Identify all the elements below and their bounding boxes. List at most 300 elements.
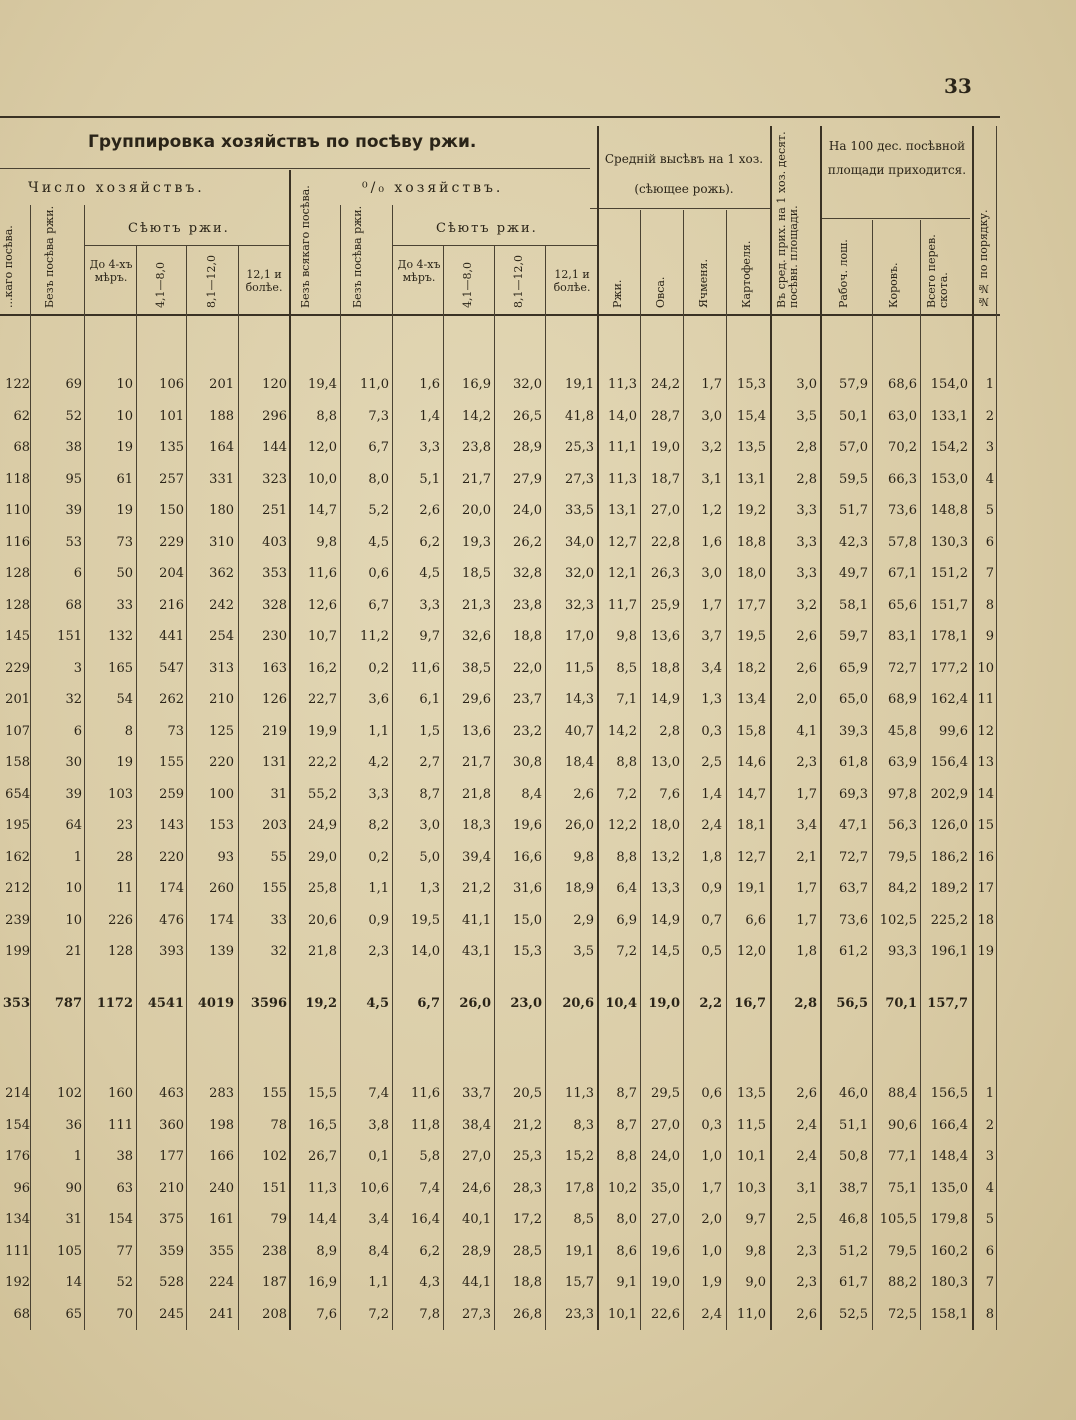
- table-cell: 1,6: [701, 534, 722, 550]
- table-cell: 10: [65, 881, 82, 896]
- table-cell: 214: [5, 1086, 30, 1101]
- table-cell: 30,8: [513, 755, 542, 770]
- table-cell: 177,2: [930, 660, 968, 676]
- table-cell: 238: [262, 1243, 287, 1259]
- table-cell: 61,7: [839, 1275, 868, 1290]
- table-cell: 2,6: [796, 1086, 817, 1101]
- table-cell: 73: [116, 534, 133, 550]
- header-rule: [820, 218, 970, 219]
- table-cell: 63,9: [888, 755, 917, 770]
- col-header-12plus: 12,1 и болѣе.: [245, 268, 283, 294]
- table-cell: 225,2: [930, 912, 968, 928]
- table-row: [0, 440, 1000, 464]
- table-cell: 65,0: [839, 692, 868, 707]
- table-cell: 195: [5, 818, 30, 833]
- table-cell: 15,0: [513, 912, 542, 928]
- table-cell: 2,0: [796, 692, 817, 707]
- table-cell: 360: [159, 1117, 184, 1133]
- table-cell: 3,0: [701, 408, 722, 424]
- table-cell: 10: [116, 408, 133, 424]
- table-cell: 99,6: [939, 723, 968, 739]
- table-cell: 2,6: [796, 1306, 817, 1322]
- table-cell: 2,3: [796, 1275, 817, 1290]
- table-cell: 2,3: [796, 755, 817, 770]
- table-cell: 353: [262, 566, 287, 581]
- table-cell: 2,3: [796, 1243, 817, 1259]
- table-cell: 2,7: [419, 755, 440, 770]
- table-cell: 0,9: [368, 912, 389, 928]
- table-cell: 70: [116, 1306, 133, 1322]
- table-cell: 70,2: [888, 440, 917, 455]
- table-cell: 19,9: [308, 723, 337, 739]
- table-cell: 19,3: [462, 534, 491, 550]
- table-cell: 174: [209, 912, 234, 928]
- table-cell: 23,7: [513, 692, 542, 707]
- table-cell: 254: [209, 629, 234, 644]
- table-cell: 21,2: [513, 1117, 542, 1133]
- table-cell: 11,6: [308, 566, 337, 581]
- table-cell: 11,3: [608, 377, 637, 392]
- table-cell: 25,9: [651, 597, 680, 613]
- table-cell: 132: [108, 629, 133, 644]
- table-cell: 3,2: [701, 440, 722, 455]
- table-cell: 33,5: [565, 503, 594, 518]
- table-cell: 88,2: [888, 1275, 917, 1290]
- table-row: [0, 1244, 1000, 1268]
- table-cell: 14: [65, 1275, 82, 1290]
- table-cell: 33: [270, 912, 287, 928]
- table-cell: 15,5: [308, 1086, 337, 1101]
- table-cell: 65,9: [839, 660, 868, 676]
- header-rule: [0, 168, 590, 169]
- table-cell: 7: [985, 566, 994, 581]
- table-cell: 441: [159, 629, 184, 644]
- table-cell: 120: [262, 377, 287, 392]
- table-cell: 362: [209, 566, 234, 581]
- table-cell: 6,7: [417, 996, 440, 1011]
- table-cell: 1,3: [419, 881, 440, 896]
- table-cell: 8,3: [573, 1117, 594, 1133]
- table-cell: 1,5: [419, 723, 440, 739]
- table-cell: 12,0: [737, 944, 766, 959]
- table-cell: 22,6: [651, 1306, 680, 1322]
- table-cell: 11,0: [737, 1306, 766, 1322]
- table-cell: 18,5: [462, 566, 491, 581]
- table-cell: 79,5: [888, 849, 917, 865]
- table-cell: 19: [116, 755, 133, 770]
- table-cell: 239: [5, 912, 30, 928]
- table-row: [0, 566, 1000, 590]
- table-cell: 14,4: [308, 1212, 337, 1227]
- table-cell: 179,8: [930, 1212, 968, 1227]
- group-count-header: Число хозяйствъ.: [28, 180, 205, 196]
- table-cell: 328: [262, 597, 287, 613]
- table-cell: 6: [73, 723, 82, 739]
- table-cell: 162: [5, 849, 30, 865]
- table-cell: 210: [209, 692, 234, 707]
- table-cell: 226: [108, 912, 133, 928]
- table-cell: 5: [985, 1212, 994, 1227]
- table-cell: 17,7: [737, 597, 766, 613]
- table-cell: 75,1: [888, 1180, 917, 1196]
- table-cell: 27,0: [462, 1149, 491, 1164]
- table-cell: 20,0: [462, 503, 491, 518]
- table-cell: 11,0: [360, 377, 389, 392]
- table-cell: 14,3: [565, 692, 594, 707]
- table-cell: 2: [985, 1117, 994, 1133]
- table-cell: 3,4: [701, 660, 722, 676]
- table-cell: 6,2: [419, 1243, 440, 1259]
- table-cell: 2,6: [419, 503, 440, 518]
- table-cell: 9,8: [316, 534, 337, 550]
- table-cell: 107: [5, 723, 30, 739]
- table-cell: 23,3: [565, 1306, 594, 1322]
- table-cell: 16,7: [734, 996, 766, 1011]
- table-cell: 24,0: [651, 1149, 680, 1164]
- table-cell: 14,5: [651, 944, 680, 959]
- table-cell: 95: [65, 471, 82, 487]
- table-cell: 21,7: [462, 755, 491, 770]
- table-cell: 8,7: [419, 786, 440, 802]
- table-cell: 17,0: [565, 629, 594, 644]
- table-cell: 68,6: [888, 377, 917, 392]
- table-cell: 28,7: [651, 408, 680, 424]
- table-cell: 10,1: [608, 1306, 637, 1322]
- table-cell: 158: [5, 755, 30, 770]
- col-header-pct-8-12: 8,1—12,0: [512, 255, 525, 308]
- table-cell: 165: [108, 660, 133, 676]
- table-cell: 8,8: [616, 849, 637, 865]
- table-cell: 359: [159, 1243, 184, 1259]
- table-cell: 1,2: [701, 503, 722, 518]
- table-cell: 151,7: [930, 597, 968, 613]
- table-cell: 13,3: [651, 881, 680, 896]
- table-cell: 15,8: [737, 723, 766, 739]
- table-row: [0, 409, 1000, 433]
- table-cell: 54: [116, 692, 133, 707]
- table-cell: 6,7: [368, 597, 389, 613]
- table-cell: 125: [209, 723, 234, 739]
- table-cell: 8,7: [616, 1117, 637, 1133]
- col-header-no-rye: Безъ посѣва ржи.: [43, 205, 56, 308]
- table-cell: 21,7: [462, 471, 491, 487]
- table-cell: 8,5: [573, 1212, 594, 1227]
- col-header-pct-4-8: 4,1—8,0: [461, 262, 474, 308]
- table-cell: 11,7: [608, 597, 637, 613]
- table-cell: 16,6: [513, 849, 542, 865]
- table-cell: 2,0: [701, 1212, 722, 1227]
- table-cell: 210: [159, 1180, 184, 1196]
- col-header-pct-upto4: До 4-хъ мѣръ.: [397, 258, 441, 284]
- table-cell: 18,0: [737, 566, 766, 581]
- table-cell: 14,9: [651, 912, 680, 928]
- table-cell: 61,2: [839, 944, 868, 959]
- table-cell: 11: [977, 692, 994, 707]
- table-cell: 10,2: [608, 1180, 637, 1196]
- table-cell: 1,4: [701, 786, 722, 802]
- table-cell: 1,7: [701, 1180, 722, 1196]
- table-cell: 32,3: [565, 597, 594, 613]
- table-cell: 26,2: [513, 534, 542, 550]
- table-cell: 19,6: [651, 1243, 680, 1259]
- table-cell: 5,2: [368, 503, 389, 518]
- table-cell: 353: [2, 996, 30, 1011]
- table-cell: 4,2: [368, 755, 389, 770]
- table-cell: 19,1: [737, 881, 766, 896]
- table-cell: 154,0: [930, 377, 968, 392]
- table-cell: 19,0: [648, 996, 680, 1011]
- table-cell: 262: [159, 692, 184, 707]
- table-cell: 355: [209, 1243, 234, 1259]
- table-cell: 11,6: [411, 1086, 440, 1101]
- table-cell: 153: [209, 818, 234, 833]
- col-header-cows: Коровъ.: [887, 262, 900, 308]
- table-cell: 10,4: [605, 996, 637, 1011]
- table-cell: 10: [65, 912, 82, 928]
- table-cell: 192: [5, 1275, 30, 1290]
- table-cell: 8,2: [368, 818, 389, 833]
- table-cell: 32,8: [513, 566, 542, 581]
- table-cell: 18,8: [513, 629, 542, 644]
- table-cell: 3,0: [701, 566, 722, 581]
- col-header-workhorse: Рабоч. лош.: [837, 239, 850, 308]
- table-cell: 2,8: [794, 996, 817, 1011]
- table-cell: 7,4: [419, 1180, 440, 1196]
- table-cell: 73: [167, 723, 184, 739]
- table-cell: 73,6: [888, 503, 917, 518]
- table-cell: 26,3: [651, 566, 680, 581]
- table-cell: 259: [159, 786, 184, 802]
- table-cell: 12,0: [308, 440, 337, 455]
- table-cell: 1,8: [796, 944, 817, 959]
- table-cell: 4,1: [796, 723, 817, 739]
- table-cell: 116: [5, 534, 30, 550]
- table-cell: 0,3: [701, 1117, 722, 1133]
- table-cell: 19: [977, 944, 994, 959]
- table-cell: 150: [159, 503, 184, 518]
- table-cell: 2,6: [796, 629, 817, 644]
- table-cell: 201: [209, 377, 234, 392]
- table-cell: 5: [985, 503, 994, 518]
- table-cell: 3,3: [419, 597, 440, 613]
- table-cell: 1,7: [796, 912, 817, 928]
- table-cell: 10,1: [737, 1149, 766, 1164]
- table-title: Группировка хозяйствъ по посѣву ржи.: [88, 132, 477, 152]
- table-cell: 23,2: [513, 723, 542, 739]
- table-cell: 4,3: [419, 1275, 440, 1290]
- table-cell: 156,5: [930, 1086, 968, 1101]
- table-cell: 131: [262, 755, 287, 770]
- table-cell: 177: [159, 1149, 184, 1164]
- table-cell: 77: [116, 1243, 133, 1259]
- table-cell: 229: [5, 660, 30, 676]
- table-cell: 28,9: [513, 440, 542, 455]
- table-row: [0, 598, 1000, 622]
- table-cell: 88,4: [888, 1086, 917, 1101]
- table-cell: 31: [270, 786, 287, 802]
- table-row: [0, 629, 1000, 653]
- table-cell: 12: [977, 723, 994, 739]
- table-cell: 135: [159, 440, 184, 455]
- table-cell: 7,2: [616, 786, 637, 802]
- table-cell: 220: [159, 849, 184, 865]
- table-cell: 166,4: [930, 1117, 968, 1133]
- table-cell: 68,9: [888, 692, 917, 707]
- table-cell: 78: [270, 1117, 287, 1133]
- table-cell: 203: [262, 818, 287, 833]
- col-header-upto4: До 4-хъ мѣръ.: [89, 258, 133, 284]
- table-cell: 188: [209, 408, 234, 424]
- table-cell: 19,5: [737, 629, 766, 644]
- table-row: [0, 944, 1000, 968]
- table-cell: 15: [977, 818, 994, 833]
- total-row: [0, 996, 1000, 1020]
- table-cell: 8: [985, 597, 994, 613]
- table-cell: 11,5: [565, 660, 594, 676]
- table-cell: 403: [262, 534, 287, 550]
- table-cell: 19,0: [651, 1275, 680, 1290]
- table-row: [0, 661, 1000, 685]
- table-cell: 139: [209, 944, 234, 959]
- table-cell: 1,7: [701, 377, 722, 392]
- table-cell: 27,0: [651, 1117, 680, 1133]
- table-row: [0, 755, 1000, 779]
- table-cell: 2,1: [796, 849, 817, 865]
- table-cell: 102: [57, 1086, 82, 1101]
- col-header-avg-area: Въ сред. прих. на 1 хоз. десят. посѣвн. площади.: [775, 131, 800, 308]
- table-cell: 93: [217, 849, 234, 865]
- table-cell: 9: [985, 629, 994, 644]
- table-cell: 151: [57, 629, 82, 644]
- table-cell: 5,0: [419, 849, 440, 865]
- table-cell: 38,5: [462, 660, 491, 676]
- col-header-oats: Овса.: [654, 276, 667, 308]
- table-cell: 3,3: [368, 786, 389, 802]
- table-cell: 2,8: [659, 723, 680, 739]
- table-cell: 11: [116, 881, 133, 896]
- table-cell: 8,0: [616, 1212, 637, 1227]
- table-cell: 103: [108, 786, 133, 802]
- table-cell: 4,5: [366, 996, 389, 1011]
- table-cell: 154,2: [930, 440, 968, 455]
- table-cell: 65: [65, 1306, 82, 1322]
- table-cell: 4019: [197, 996, 234, 1011]
- table-row: [0, 1118, 1000, 1142]
- table-cell: 35,0: [651, 1180, 680, 1196]
- table-cell: 134: [5, 1212, 30, 1227]
- table-cell: 105,5: [879, 1212, 917, 1227]
- col-header-cattle: Всего перев. скота.: [925, 234, 950, 308]
- table-cell: 22,7: [308, 692, 337, 707]
- table-row: [0, 1086, 1000, 1110]
- table-cell: 1,8: [701, 849, 722, 865]
- table-cell: 36: [65, 1117, 82, 1133]
- table-cell: 2,5: [796, 1212, 817, 1227]
- table-cell: 180,3: [930, 1275, 968, 1290]
- table-cell: 144: [262, 440, 287, 455]
- table-cell: 122: [5, 377, 30, 392]
- table-cell: 0,9: [701, 881, 722, 896]
- table-cell: 40,7: [565, 723, 594, 739]
- table-cell: 1,0: [701, 1149, 722, 1164]
- table-cell: 16,2: [308, 660, 337, 676]
- table-cell: 18,8: [737, 534, 766, 550]
- table-cell: 160: [108, 1086, 133, 1101]
- table-cell: 20,6: [308, 912, 337, 928]
- table-cell: 27,9: [513, 471, 542, 487]
- table-cell: 323: [262, 471, 287, 487]
- table-cell: 242: [209, 597, 234, 613]
- table-cell: 18,4: [565, 755, 594, 770]
- table-cell: 43,1: [462, 944, 491, 959]
- table-cell: 296: [262, 408, 287, 424]
- table-cell: 12,1: [608, 566, 637, 581]
- table-cell: 21,3: [462, 597, 491, 613]
- table-cell: 1,7: [796, 786, 817, 802]
- table-cell: 59,5: [839, 471, 868, 487]
- table-cell: 0,1: [368, 1149, 389, 1164]
- table-cell: 0,7: [701, 912, 722, 928]
- table-cell: 14,7: [737, 786, 766, 802]
- table-cell: 10: [116, 377, 133, 392]
- table-cell: 16,4: [411, 1212, 440, 1227]
- table-cell: 2,8: [796, 471, 817, 487]
- table-cell: 393: [159, 944, 184, 959]
- col-header-order: №№ по порядку.: [977, 209, 990, 308]
- table-cell: 26,0: [459, 996, 491, 1011]
- table-cell: 61: [116, 471, 133, 487]
- table-cell: 3,0: [796, 377, 817, 392]
- table-cell: 143: [159, 818, 184, 833]
- table-cell: 10,6: [360, 1180, 389, 1196]
- table-cell: 17: [977, 881, 994, 896]
- table-cell: 7,8: [419, 1306, 440, 1322]
- table-cell: 39,4: [462, 849, 491, 865]
- table-cell: 13,4: [737, 692, 766, 707]
- table-cell: 57,9: [839, 377, 868, 392]
- table-cell: 331: [209, 471, 234, 487]
- table-cell: 67,1: [888, 566, 917, 581]
- table-cell: 65,6: [888, 597, 917, 613]
- table-cell: 2,9: [573, 912, 594, 928]
- table-cell: 79: [270, 1212, 287, 1227]
- table-cell: 14,2: [608, 723, 637, 739]
- table-cell: 19,6: [513, 818, 542, 833]
- table-cell: 7,2: [616, 944, 637, 959]
- table-cell: 0,3: [701, 723, 722, 739]
- table-cell: 11,2: [360, 629, 389, 644]
- table-cell: 14,6: [737, 755, 766, 770]
- table-cell: 14,2: [462, 408, 491, 424]
- table-cell: 90: [65, 1180, 82, 1196]
- table-cell: 68: [65, 597, 82, 613]
- table-cell: 133,1: [930, 408, 968, 424]
- table-cell: 7,4: [368, 1086, 389, 1101]
- table-cell: 18,2: [737, 660, 766, 676]
- table-cell: 148,8: [930, 503, 968, 518]
- table-cell: 29,6: [462, 692, 491, 707]
- table-cell: 50,1: [839, 408, 868, 424]
- table-cell: 22,0: [513, 660, 542, 676]
- table-cell: 126: [262, 692, 287, 707]
- table-cell: 151: [262, 1180, 287, 1196]
- table-cell: 9,1: [616, 1275, 637, 1290]
- table-cell: 162,4: [930, 692, 968, 707]
- table-cell: 313: [209, 660, 234, 676]
- table-cell: 15,7: [565, 1275, 594, 1290]
- table-cell: 102,5: [879, 912, 917, 928]
- table-cell: 12,2: [608, 818, 637, 833]
